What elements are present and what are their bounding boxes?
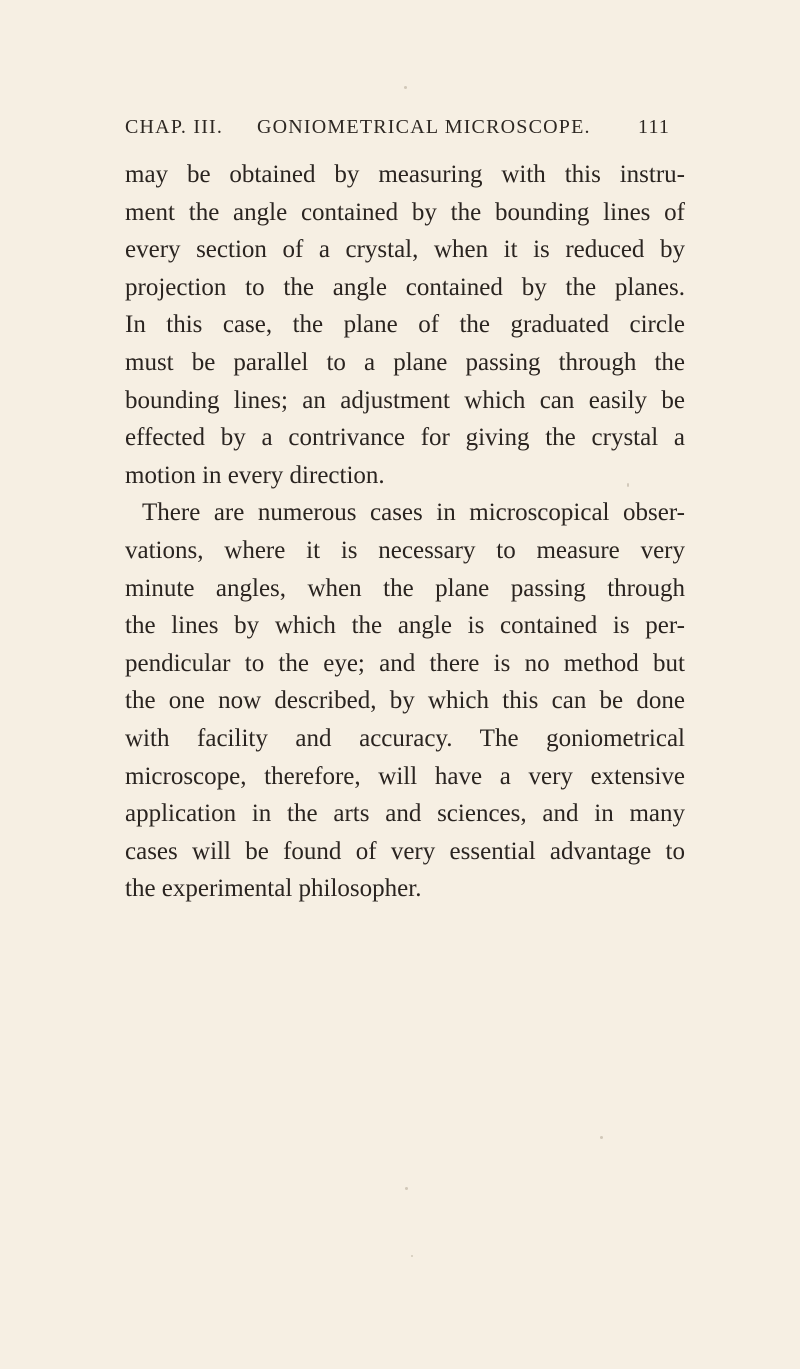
paper-speck bbox=[627, 483, 629, 487]
paper-speck bbox=[411, 1255, 413, 1257]
text-line: may be obtained by measuring with this instru- bbox=[125, 161, 685, 188]
text-line: motion in every direction. bbox=[125, 461, 385, 489]
running-title: GONIOMETRICAL MICROSCOPE. bbox=[257, 116, 591, 138]
paragraph-1 bbox=[125, 156, 685, 494]
paper-speck bbox=[600, 1136, 603, 1139]
text-line: bounding lines; an adjustment which can easily be bbox=[125, 386, 685, 414]
text-line: effected by a contrivance for giving the crystal a bbox=[125, 424, 685, 452]
page-number: 111 bbox=[638, 116, 671, 138]
text-line: There are numerous cases in microscopical obser- bbox=[142, 499, 685, 527]
paragraph-2 bbox=[125, 494, 685, 908]
text-line: with facility and accuracy. The goniometrical bbox=[125, 724, 685, 752]
paper-speck bbox=[404, 86, 407, 89]
text-line: microscope, therefore, will have a very extensive bbox=[125, 762, 685, 790]
text-line: cases will be found of very essential advantage to bbox=[125, 837, 685, 865]
text-line: projection to the angle contained by the planes. bbox=[125, 273, 685, 301]
text-line: application in the arts and sciences, and in many bbox=[125, 800, 685, 828]
text-line: must be parallel to a plane passing through the bbox=[125, 348, 685, 376]
text-line: vations, where it is necessary to measure very bbox=[125, 536, 685, 564]
text-line: In this case, the plane of the graduated circle bbox=[125, 311, 685, 339]
text-line: minute angles, when the plane passing through bbox=[125, 574, 685, 602]
text-line: pendicular to the eye; and there is no method but bbox=[125, 649, 685, 677]
body-text bbox=[125, 156, 685, 908]
chapter-label: CHAP. III. bbox=[125, 116, 224, 138]
paper-speck bbox=[405, 1187, 408, 1190]
text-line: every section of a crystal, when it is reduced by bbox=[125, 236, 685, 264]
text-line: the one now described, by which this can be done bbox=[125, 687, 685, 715]
text-line: ment the angle contained by the bounding lines of bbox=[125, 198, 685, 226]
text-line: the experimental philosopher. bbox=[125, 875, 422, 903]
text-line: the lines by which the angle is contained is per- bbox=[125, 612, 685, 640]
running-head bbox=[125, 116, 685, 146]
